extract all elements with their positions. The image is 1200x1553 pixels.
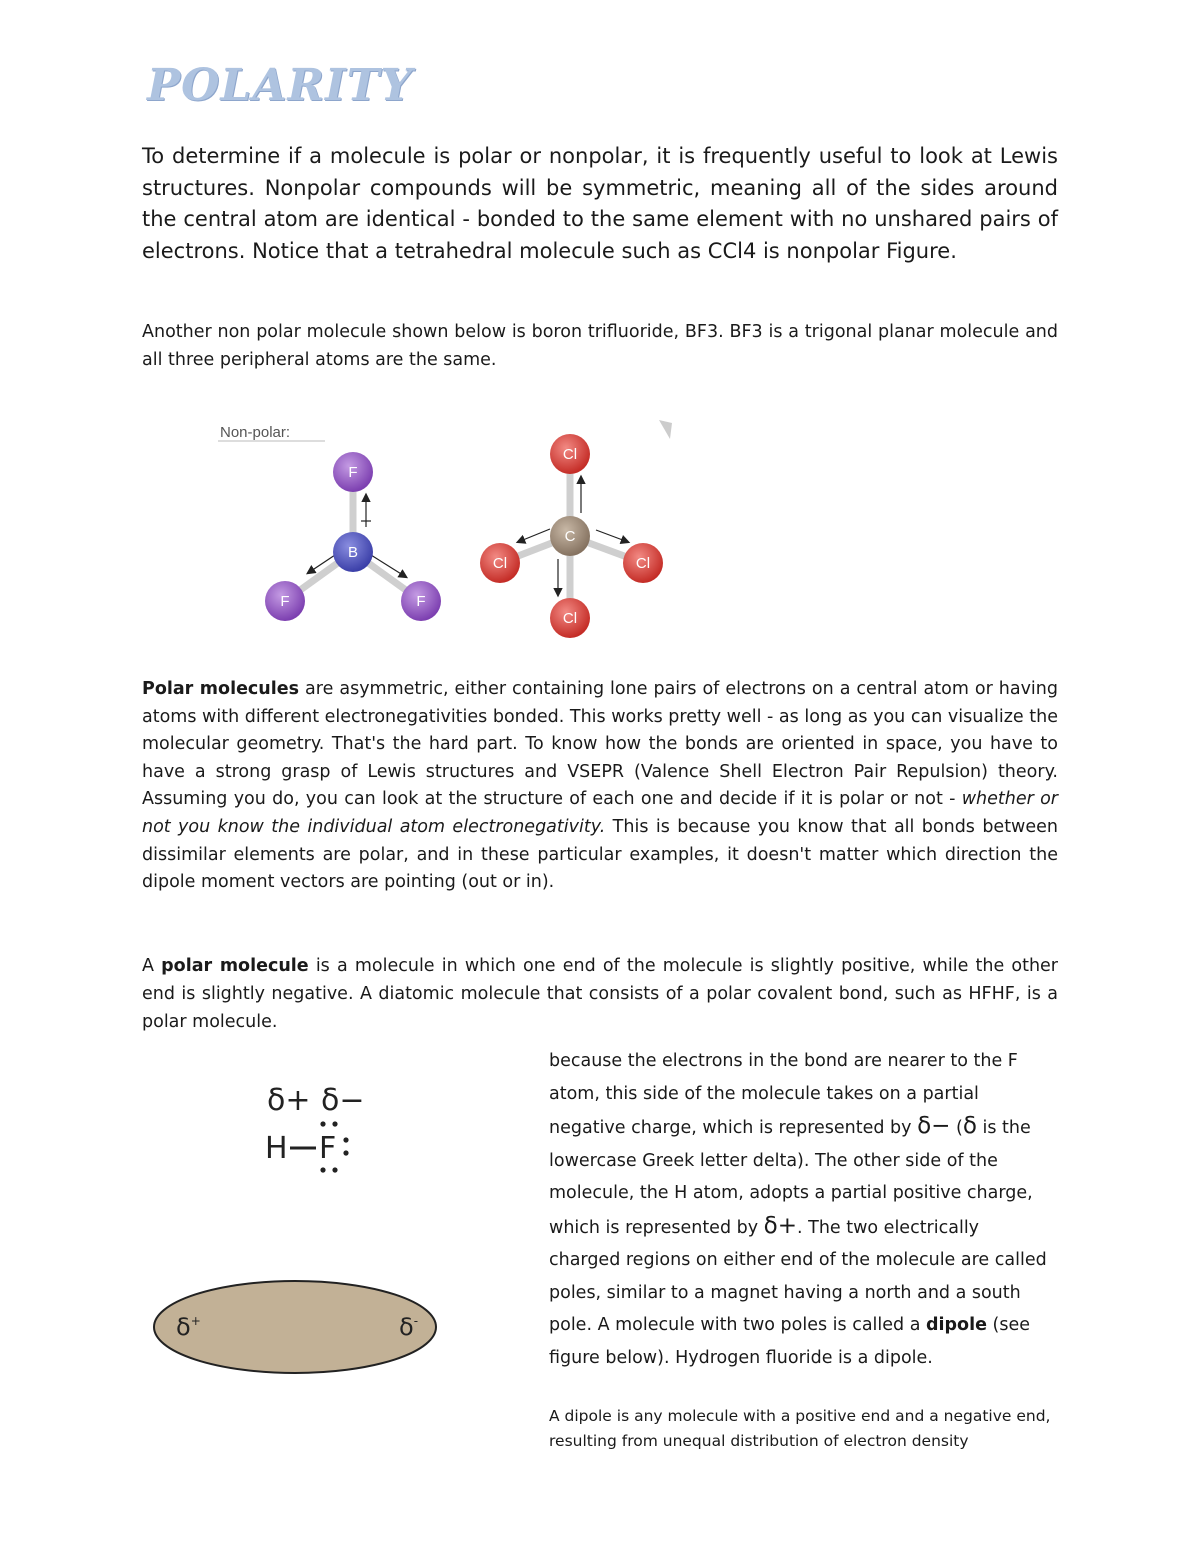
page-curl-mark	[659, 420, 672, 439]
boron-label: B	[347, 544, 359, 561]
chlorine-label: Cl	[635, 555, 651, 572]
ccl4-molecule	[480, 434, 663, 638]
delta-plus-symbol: δ+	[763, 1212, 797, 1239]
chlorine-label: Cl	[562, 610, 578, 627]
polar-italic: whether or not you know the individual atom electronegativity.	[142, 789, 1058, 837]
delta-minus-symbol: δ−	[917, 1113, 951, 1139]
explanation-text-1: because the electrons in the bond are nearer to the F atom, this side of the molecule takes on a partial negative charge, which is represented by	[549, 1051, 1018, 1138]
fluorine-label: F	[280, 593, 290, 610]
polar-molecules-paragraph	[142, 676, 1058, 897]
explanation-text-5: (see figure below). Hydrogen fluoride is a dipole.	[549, 1315, 1030, 1368]
explanation-text-2: (	[950, 1118, 963, 1138]
definition-text-2: is a molecule in which one end of the molecule is slightly positive, while the other end is slightly negative. A diatomic molecule that consists of a polar covalent bond, such as HFHF, is a polar molecule.	[142, 956, 1058, 1032]
polar-molecule-definition	[142, 952, 1058, 1036]
nonpolar-caption: Non-polar:	[220, 424, 291, 441]
hydrogen-symbol: H	[265, 1131, 288, 1166]
dipole-negative-pole: δ-	[399, 1313, 419, 1341]
explanation-text-4: . The two electrically charged regions on either end of the molecule are called poles, similar to a magnet having a north and a south pole. A molecule with two poles is called a	[549, 1217, 1047, 1335]
dipole-positive-pole: δ+	[176, 1313, 201, 1341]
delta-symbol: δ	[962, 1113, 977, 1139]
intro-paragraph: To determine if a molecule is polar or nonpolar, it is frequently useful to look at Lewis structures. Nonpolar compounds will be symmetric, meaning all of the sides around the central atom are identical - bonded to the same element with no unshared pairs of electrons. Notice that a tetrahedral molecule such as CCl4 is nonpolar Figure.	[142, 144, 1058, 263]
delta-plus-label: δ+	[267, 1083, 311, 1118]
delta-minus-label: δ−	[321, 1083, 365, 1118]
dipole-term: dipole	[926, 1315, 987, 1335]
chlorine-label: Cl	[562, 446, 578, 463]
chlorine-label: Cl	[492, 555, 508, 572]
bf3-molecule	[265, 452, 441, 621]
polar-text-1: are asymmetric, either containing lone pairs of electrons on a central atom or having atoms with different electronegativities bonded. This works pretty well - as long as you can visualize the molecular geometry. That's the hard part. To know how the bonds are oriented in space, you have to have a strong grasp of Lewis structures and VSEPR (Valence Shell Electron Pair Repulsion) theory. Assuming you do, you can look at the structure of each one and decide if it is polar or not -	[142, 679, 1058, 810]
dipole-ellipse-figure	[150, 1275, 445, 1375]
fluorine-label: F	[348, 464, 358, 481]
nonpolar-molecules-figure	[210, 415, 680, 647]
page-title: POLARITY	[147, 60, 413, 111]
fluorine-symbol: F	[319, 1131, 337, 1166]
carbon-label: C	[564, 528, 576, 545]
dipole-definition: A dipole is any molecule with a positive end and a negative end, resulting from unequal distribution of electron density	[549, 1407, 1051, 1450]
bf3-paragraph: Another non polar molecule shown below is boron trifluoride, BF3. BF3 is a trigonal planar molecule and all three peripheral atoms are the same.	[142, 322, 1058, 370]
polar-molecules-term: Polar molecules	[142, 679, 300, 699]
fluorine-label: F	[416, 593, 426, 610]
polar-molecule-term: polar molecule	[161, 956, 309, 976]
explanation-text-3: is the lowercase Greek letter delta). The other side of the molecule, the H atom, adopts a partial positive charge, which is represented by	[549, 1118, 1033, 1238]
dipole-explanation-paragraph	[549, 1045, 1049, 1374]
hf-lewis-structure	[255, 1080, 365, 1180]
polar-text-2: This is because you know that all bonds between dissimilar elements are polar, and in these particular examples, it doesn't matter which direction the dipole moment vectors are pointing (out or in).	[142, 816, 1058, 893]
definition-text-1: A	[142, 956, 162, 976]
